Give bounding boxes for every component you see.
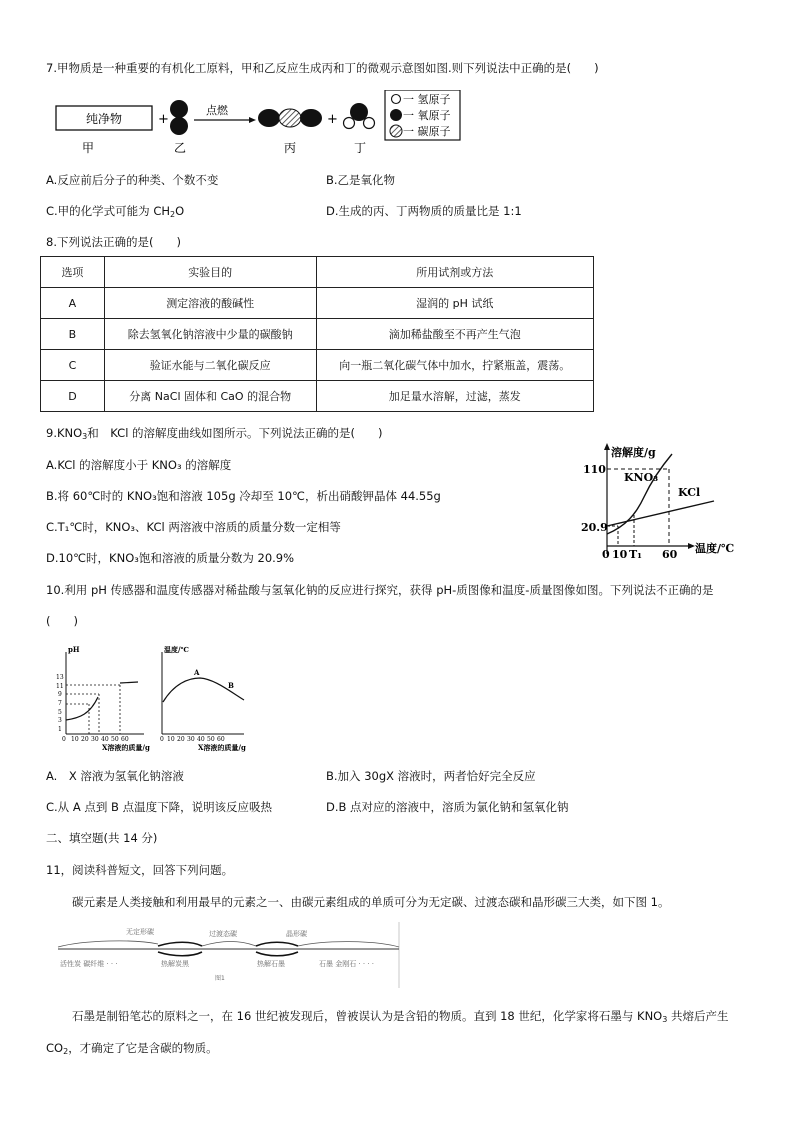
svg-text:10: 10 <box>71 736 79 743</box>
q11-stem: 11，阅读科普短文，回答下列问题。 <box>46 863 234 877</box>
carbon-classification-figure <box>54 922 400 988</box>
kcl-curve <box>607 501 714 526</box>
table-cell: 加足量水溶解，过滤，蒸发 <box>316 381 594 412</box>
fig-label: 过渡态碳 <box>209 930 237 938</box>
hydrogen-atom <box>364 118 375 129</box>
series-label-kcl: KCl <box>678 486 701 499</box>
label-yi: 乙 <box>174 141 187 155</box>
q7-reaction-diagram <box>44 90 464 156</box>
point-a: A <box>194 668 200 677</box>
q10-option-a[interactable]: A. X 溶液为氢氧化钠溶液 <box>46 769 184 783</box>
q7-option-b[interactable]: B.乙是氧化物 <box>326 173 396 187</box>
q9-option-a[interactable]: A.KCl 的溶解度小于 KNO₃ 的溶解度 <box>46 458 232 472</box>
svg-text:30: 30 <box>187 736 195 743</box>
x-tick: T₁ <box>629 548 643 560</box>
svg-text:11: 11 <box>56 683 64 690</box>
q11-paragraph-2-cont: $CO_2$，才确定了它是含碳的物质。 <box>46 1041 218 1056</box>
table-row <box>41 350 594 381</box>
oxygen-icon <box>390 109 402 121</box>
svg-text:7: 7 <box>58 700 62 707</box>
q7-option-c[interactable]: C.甲的化学式可能为 $CH_2O$ <box>46 204 185 219</box>
q9-option-c[interactable]: C.T₁℃时，KNO₃、KCl 两溶液中溶质的质量分数一定相等 <box>46 520 341 534</box>
table-header: 实验目的 <box>104 257 316 288</box>
ph-curve <box>66 697 98 720</box>
svg-text:30: 30 <box>91 736 99 743</box>
q7-option-d[interactable]: D.生成的丙、丁两物质的质量比是 1:1 <box>326 204 522 218</box>
svg-text:5: 5 <box>58 709 62 716</box>
oxygen-atom <box>300 109 322 127</box>
x-tick: 60 <box>662 548 678 560</box>
q10-option-c[interactable]: C.从 A 点到 B 点温度下降，说明该反应吸热 <box>46 800 273 814</box>
ph-curve-tail <box>120 682 138 683</box>
q10-stem-paren: ( ) <box>46 614 78 628</box>
table-cell: 湿润的 pH 试纸 <box>316 288 594 319</box>
oxygen-atom <box>258 109 280 127</box>
q7-option-a[interactable]: A.反应前后分子的种类、个数不变 <box>46 173 219 187</box>
table-cell: 分离 NaCl 固体和 CaO 的混合物 <box>104 381 316 412</box>
svg-text:0: 0 <box>62 736 66 743</box>
pure-label: 纯净物 <box>85 112 123 126</box>
carbon-icon <box>390 125 402 137</box>
q11-paragraph-2: 石墨是制铅笔芯的原料之一，在 16 世纪被发现后，曾被误认为是含铅的物质。直到 18 世纪，化学家将石墨与 $KNO_3$ 共熔后产生 <box>72 1009 729 1024</box>
carbon-atom <box>279 109 301 127</box>
svg-text:13: 13 <box>56 674 64 681</box>
x-tick: 0 <box>602 548 610 560</box>
svg-text:50: 50 <box>111 736 119 743</box>
label-jia: 甲 <box>82 141 95 155</box>
h2o-product <box>344 103 375 129</box>
svg-text:50: 50 <box>207 736 215 743</box>
label-ding: 丁 <box>354 141 367 155</box>
x-axis-label: 温度/℃ <box>695 542 735 555</box>
svg-text:3: 3 <box>58 717 62 724</box>
table-cell: 验证水能与二氧化碳反应 <box>104 350 316 381</box>
svg-text:40: 40 <box>197 736 205 743</box>
table-row <box>41 381 594 412</box>
svg-text:20: 20 <box>81 736 89 743</box>
q8-table <box>40 256 594 412</box>
oxygen-atom <box>170 117 188 135</box>
fig-label: 热解石墨 <box>257 960 285 968</box>
table-cell: 向一瓶二氧化碳气体中加水，拧紧瓶盖，震荡。 <box>316 350 594 381</box>
table-cell: 滴加稀盐酸至不再产生气泡 <box>316 319 594 350</box>
legend-hydrogen: 一 氢原子 <box>403 93 451 106</box>
table-cell: A <box>41 288 105 319</box>
table-cell: 测定溶液的酸碱性 <box>104 288 316 319</box>
q11-paragraph-1: 碳元素是人类接触和利用最早的元素之一、由碳元素组成的单质可分为无定碳、过渡态碳和晶形碳三大类，如下图 1。 <box>72 895 670 909</box>
fig-label: 晶形碳 <box>286 930 307 938</box>
fig-label: 热解炭黑 <box>161 960 189 968</box>
q7-stem: 7.甲物质是一种重要的有机化工原料，甲和乙反应生成丙和丁的微观示意图如图.则下列说法中正确的是( ) <box>46 61 599 75</box>
fig-label: 无定形碳 <box>126 928 154 936</box>
table-header-row <box>41 257 594 288</box>
x-tick: 10 <box>612 548 628 560</box>
y-tick: 110 <box>583 463 606 476</box>
label-bing: 丙 <box>284 141 297 155</box>
temp-x-label: X溶液的质量/g <box>198 743 246 752</box>
q9-option-b[interactable]: B.将 60℃时的 KNO₃饱和溶液 105g 冷却至 10℃，析出硝酸钾晶体 44.55g <box>46 489 441 503</box>
table-cell: D <box>41 381 105 412</box>
ph-y-label: pH <box>68 645 80 654</box>
hydrogen-icon <box>392 95 401 104</box>
q9-option-d[interactable]: D.10℃时，KNO₃饱和溶液的质量分数为 20.9% <box>46 551 295 565</box>
ph-x-label: X溶液的质量/g <box>102 743 150 752</box>
svg-text:10: 10 <box>167 736 175 743</box>
y-tick: 20.9 <box>581 521 608 534</box>
co2-product <box>258 109 322 127</box>
svg-text:1: 1 <box>58 726 62 733</box>
fig-label: 石墨 金刚石 · · · · <box>319 960 375 968</box>
ph-temperature-charts <box>52 642 252 754</box>
table-cell: C <box>41 350 105 381</box>
temp-y-label: 温度/℃ <box>164 645 189 654</box>
legend-carbon: 一 碳原子 <box>403 125 451 138</box>
hydrogen-atom <box>344 118 355 129</box>
series-label-kno3: KNO₃ <box>624 471 659 484</box>
section-heading: 二、填空题(共 14 分) <box>46 831 158 845</box>
table-row <box>41 319 594 350</box>
q8-stem: 8.下列说法正确的是( ) <box>46 235 181 249</box>
svg-text:0: 0 <box>160 736 164 743</box>
table-row <box>41 288 594 319</box>
svg-text:40: 40 <box>101 736 109 743</box>
y-axis-label: 溶解度/g <box>611 446 656 459</box>
solubility-chart <box>578 442 778 560</box>
svg-text:60: 60 <box>217 736 225 743</box>
plus-sign-1: + <box>158 112 169 127</box>
svg-text:60: 60 <box>121 736 129 743</box>
table-header: 所用试剂或方法 <box>316 257 594 288</box>
plus-sign-2: + <box>327 112 338 127</box>
ignite-label: 点燃 <box>206 104 228 117</box>
table-cell: B <box>41 319 105 350</box>
svg-text:9: 9 <box>58 691 62 698</box>
fig-label: 活性炭 碳纤维 · · · <box>60 960 118 968</box>
legend-oxygen: 一 氧原子 <box>403 109 451 122</box>
fig-caption: 图1 <box>215 975 225 982</box>
svg-text:20: 20 <box>177 736 185 743</box>
q10-stem: 10.利用 pH 传感器和温度传感器对稀盐酸与氢氧化钠的反应进行探究，获得 pH-质图像和温度-质量图像如图。下列说法不正确的是 <box>46 583 714 597</box>
oxygen-atom <box>170 100 188 118</box>
table-cell: 除去氢氧化钠溶液中少量的碳酸钠 <box>104 319 316 350</box>
point-b: B <box>228 681 234 690</box>
q10-option-d[interactable]: D.B 点对应的溶液中，溶质为氯化钠和氢氧化钠 <box>326 800 569 814</box>
q10-option-b[interactable]: B.加入 30gX 溶液时，两者恰好完全反应 <box>326 769 536 783</box>
kno3-curve <box>607 454 672 534</box>
table-header: 选项 <box>41 257 105 288</box>
q9-stem: $9.KNO_3$和 KCl 的溶解度曲线如图所示。下列说法正确的是( ) <box>46 426 383 441</box>
